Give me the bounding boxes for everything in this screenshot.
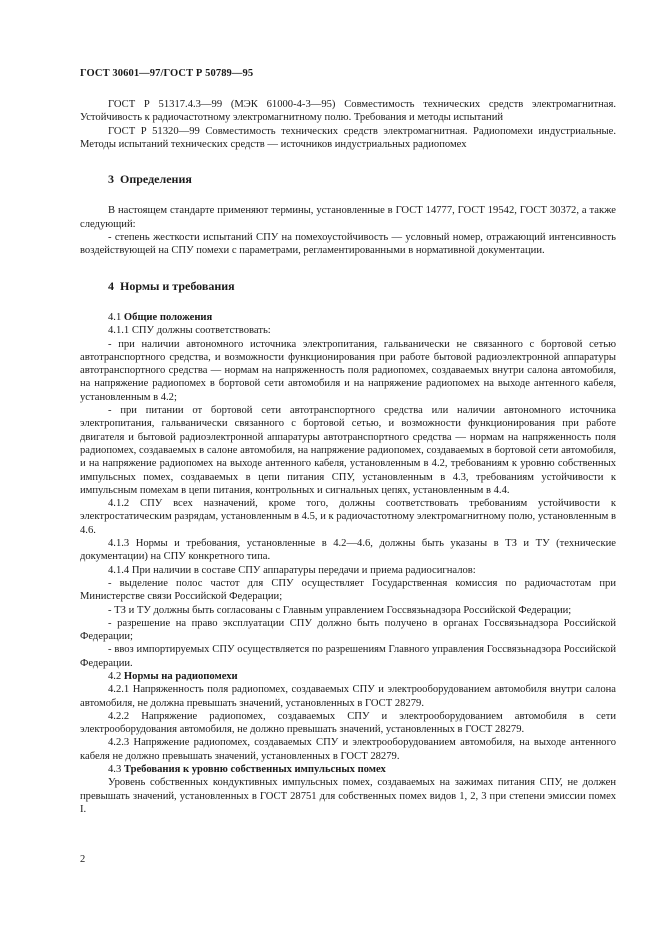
subsection-title: Требования к уровню собственных импульсных помех	[123, 764, 386, 776]
section-heading-4	[80, 280, 616, 293]
subsection-heading	[80, 311, 616, 324]
paragraph: Уровень собственных кондуктивных импульсных помех, создаваемых на зажимах питания СПУ, не должен превышать значений, установленных в ГОСТ 28751 для собственных помех видов 1, 2, 3 при степени эмиссии помех I.	[80, 777, 616, 815]
paragraph: 4.1.4 При наличии в составе СПУ аппаратуры передачи и приема радиосигналов:	[108, 564, 476, 576]
section-number: 4	[108, 278, 114, 293]
section-title: Нормы и требования	[120, 278, 235, 293]
paragraph: - ТЗ и ТУ должны быть согласованы с Главным управлением Госсвязьнадзора Российской Федерации;	[108, 604, 572, 616]
paragraph: 4.1.1 СПУ должны соответствовать:	[108, 325, 271, 337]
paragraph: - выделение полос частот для СПУ осуществляет Государственная комиссия по радиочастотам при Министерстве связи Российской Федерации;	[80, 577, 616, 603]
subsection-heading	[80, 670, 616, 683]
paragraph: 4.2.2 Напряжение радиопомех, создаваемых СПУ и электрооборудованием автомобиля в сети электрооборудования автомобиля, не должно превышать значений, установленных в ГОСТ 28279.	[80, 710, 616, 736]
paragraph: В настоящем стандарте применяют термины, установленные в ГОСТ 14777, ГОСТ 19542, ГОСТ 30372, а также следующий:	[80, 205, 616, 230]
paragraph: - ввоз импортируемых СПУ осуществляется по разрешениям Главного управления Госсвязьнадзора Российской Федерации.	[80, 644, 616, 669]
subsection-number: 4.3	[108, 764, 122, 776]
section-number: 3	[108, 172, 114, 187]
paragraph: 4.1.3 Нормы и требования, установленные в 4.2—4.6, должны быть указаны в ТЗ и ТУ (технические документации) на СПУ конкретного типа.	[80, 538, 616, 563]
paragraph: 4.1.2 СПУ всех назначений, кроме того, должны соответствовать требованиям устойчивости к электростатическим разрядам, установленным в 4.5, и к радиочастотному электромагнитному полю, установленным в 4.6.	[80, 498, 616, 536]
section-heading-3	[80, 173, 616, 186]
paragraph: 4.2.3 Напряжение радиопомех, создаваемых СПУ и электрооборудованием автомобиля, на выходе антенного кабеля не должно превышать значений, установленных в ГОСТ 28279.	[80, 737, 616, 762]
subsection-number: 4.2	[108, 670, 122, 682]
subsection-title: Общие положения	[123, 311, 213, 323]
subsection-number: 4.1	[108, 311, 122, 323]
paragraph: - при питании от бортовой сети автотранспортного средства или наличии автономного источника электропитания, гальванически связанного с бортовой сетью, и возможности функционирования при работе двигателя и бытовой радиоэлектронной аппаратуры автотранспортного средства — нормам на напряженность поля радиопомех, создаваемых в салоне автомобиля, на напряжение радиопомех, создаваемых в бортовой сети автомобиля, и на напряжение радиопомех на выходе антенного кабеля, установленным в 4.2, требованиям к уровню собственных импульсных помех, создаваемых в цепи питания СПУ, установленным в 4.3, требованиям устойчивости к импульсным помехам в цепи питания, контрольных и сигнальных цепях, установленным в 4.4.	[80, 405, 616, 496]
running-title: ГОСТ 30601—97/ГОСТ Р 50789—95	[80, 68, 254, 79]
subsection-title: Нормы на радиопомехи	[123, 670, 238, 682]
paragraph: 4.2.1 Напряженность поля радиопомех, создаваемых СПУ и электрооборудованием автомобиля внутри салона автомобиля, не должна превышать значений, установленных в ГОСТ 28279.	[80, 684, 616, 709]
section-title: Определения	[120, 172, 192, 187]
reference-entry: ГОСТ Р 51317.4.3—99 (МЭК 61000-4-3—95) Совместимость технических средств электромагнитная. Устойчивость к радиочастотному электромагнитному полю. Требования и методы испытаний	[80, 99, 616, 124]
paragraph: - при наличии автономного источника электропитания, гальванически не связанного с бортовой сетью автотранспортного средства, и возможности функционирования при работе бытовой радиоэлектронной аппаратуры автотранспортного средства — нормам на напряженность поля радиопомех, создаваемых внутри салона автомобиля, на напряжение радиопомех в бортовой сети автомобиля и на напряжение радиопомех на выходе антенного кабеля, установленным в 4.2;	[80, 338, 616, 403]
paragraph: - степень жесткости испытаний СПУ на помехоустойчивость — условный номер, отражающий интенсивность воздействующей на СПУ помехи с параметрами, регламентированными в нормативной документации.	[80, 232, 616, 257]
subsection-heading	[80, 763, 616, 776]
reference-entry: ГОСТ Р 51320—99 Совместимость технических средств электромагнитная. Радиопомехи индустриальные. Методы испытаний технических средств — источников индустриальных радиопомех	[80, 125, 616, 150]
document-body	[80, 98, 616, 816]
paragraph: - разрешение на право эксплуатации СПУ должно быть получено в органах Госсвязьнадзора Российской Федерации;	[80, 617, 616, 643]
page-number: 2	[80, 854, 86, 865]
